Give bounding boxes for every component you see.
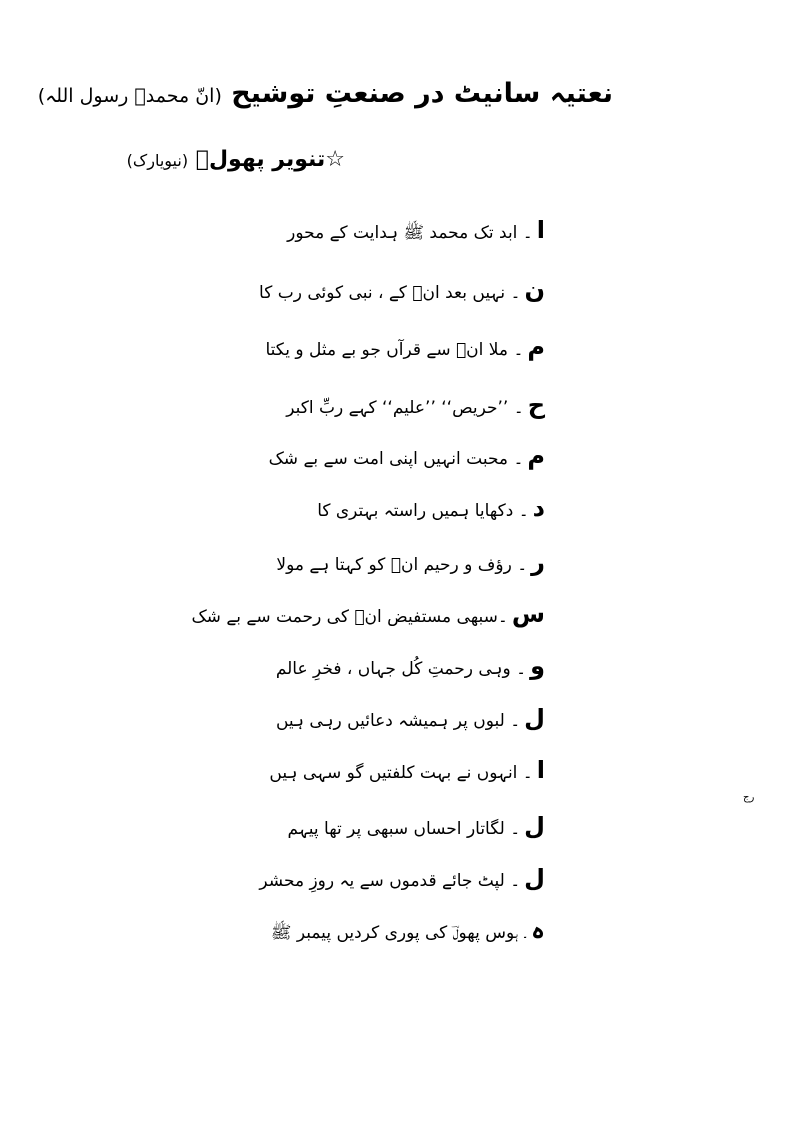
verse-line	[245, 698, 545, 738]
author-line	[65, 140, 345, 181]
verse-line	[245, 436, 545, 476]
verse-text: ۔ رؤف و رحیم انؐ کو کہتا ہے مولا	[276, 555, 528, 575]
verse-line	[245, 385, 545, 425]
verse-text: ۔ وہی رحمتِ کُل جہاں ، فخرِ عالم	[275, 659, 527, 679]
verse-text: ۔ ہوس پھولؔ کی پوری کردیں پیمبر ﷺ	[270, 923, 527, 943]
verse-text: ۔ لگاتار احساں سبھی پر تھا پیہم	[287, 819, 521, 839]
acrostic-letter: ل	[524, 864, 545, 892]
verse-text: ۔سبھی مستفیض انؐ کی رحمت سے بے شک	[191, 607, 508, 627]
margin-mark: رج	[743, 792, 755, 803]
verse-line	[245, 910, 545, 950]
verse-line	[245, 210, 545, 250]
acrostic-letter: ہ	[530, 916, 545, 944]
acrostic-letter: د	[532, 494, 545, 522]
poem-title	[37, 72, 613, 118]
acrostic-letter: ن	[524, 276, 545, 304]
acrostic-letter: م	[527, 442, 545, 470]
verse-text: ۔ محبت انہیں اپنی امت سے بے شک	[268, 449, 524, 469]
verse-line	[245, 327, 545, 367]
title-main: نعتیہ سانیٹ در صنعتِ توشیح	[231, 78, 613, 109]
acrostic-letter: ل	[524, 704, 545, 732]
acrostic-letter: ح	[527, 391, 545, 419]
acrostic-letter: ر	[531, 548, 545, 576]
verse-text: ۔ لبوں پر ہمیشہ دعائیں رہی ہیں	[275, 711, 521, 731]
author-location: (نیویارک)	[126, 151, 189, 170]
star-icon: ☆	[325, 147, 345, 172]
acrostic-letter: ا	[536, 216, 545, 244]
title-parenthetical: (انّ محمدؐ رسول اللہ)	[37, 85, 222, 107]
acrostic-letter: م	[527, 333, 545, 361]
verse-text: ۔ ملا انؐ سے قرآں جو بے مثل و یکتا	[265, 340, 524, 360]
verse-text: ۔ انہوں نے بہت کلفتیں گو سہی ہیں	[269, 763, 533, 783]
verse-line	[245, 806, 545, 846]
verse-text: ۔ ابد تک محمد ﷺ ہدایت کے محور	[287, 223, 533, 243]
verse-line	[245, 646, 545, 686]
verse-text: ۔ ’’حریص‘‘ ’’علیم‘‘ کہے ربِّ اکبر	[286, 398, 524, 418]
author-name: تنویر پھولؔ	[195, 147, 326, 172]
verse-line	[245, 488, 545, 528]
verse-text: ۔ لپٹ جائے قدموں سے یہ روزِ محشر	[259, 871, 521, 891]
verse-line	[191, 594, 545, 634]
acrostic-letter: و	[530, 652, 545, 680]
verse-line	[245, 858, 545, 898]
verse-line	[245, 750, 545, 790]
acrostic-letter: ل	[524, 812, 545, 840]
verse-text: ۔ دکھایا ہمیں راستہ بہتری کا	[317, 501, 529, 521]
verse-line	[245, 542, 545, 582]
verse-text: ۔ نہیں بعد انؐ کے ، نبی کوئی رب کا	[259, 283, 521, 303]
acrostic-letter: ا	[536, 756, 545, 784]
verse-line	[245, 270, 545, 310]
acrostic-letter: س	[511, 600, 545, 628]
